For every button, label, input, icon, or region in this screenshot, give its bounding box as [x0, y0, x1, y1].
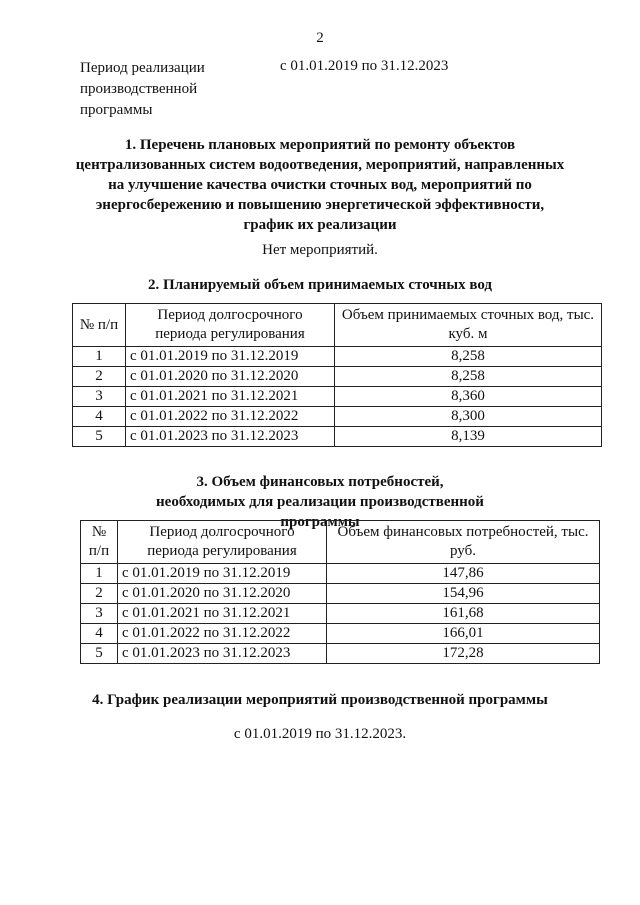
row-value: 166,01 — [327, 624, 600, 644]
section4-text: с 01.01.2019 по 31.12.2023. — [233, 726, 407, 742]
row-value: 172,28 — [327, 644, 600, 664]
row-period: с 01.01.2019 по 31.12.2019 — [118, 564, 327, 584]
table-row — [81, 564, 600, 584]
row-value: 8,139 — [335, 427, 602, 447]
row-period: с 01.01.2020 по 31.12.2020 — [126, 367, 335, 387]
row-period: с 01.01.2020 по 31.12.2020 — [118, 584, 327, 604]
row-period: с 01.01.2022 по 31.12.2022 — [118, 624, 327, 644]
table-row — [73, 407, 602, 427]
row-value: 161,68 — [327, 604, 600, 624]
row-number: 4 — [73, 407, 126, 427]
section4-heading: 4. График реализации мероприятий производственной программы — [92, 692, 548, 708]
row-value: 8,360 — [335, 387, 602, 407]
row-value: 154,96 — [327, 584, 600, 604]
row-value: 8,258 — [335, 347, 602, 367]
header-number: № п/п — [73, 304, 126, 347]
row-period: с 01.01.2023 по 31.12.2023 — [118, 644, 327, 664]
row-value: 8,300 — [335, 407, 602, 427]
table-row — [81, 584, 600, 604]
header-volume: Объем принимаемых сточных вод, тыс. куб. м — [335, 304, 602, 347]
wastewater-volume-table — [72, 303, 602, 447]
table-row — [73, 387, 602, 407]
row-period: с 01.01.2022 по 31.12.2022 — [126, 407, 335, 427]
table-row — [81, 624, 600, 644]
row-number: 1 — [81, 564, 118, 584]
section2-heading: 2. Планируемый объем принимаемых сточных вод — [147, 277, 493, 293]
table-row — [81, 644, 600, 664]
table-row — [73, 367, 602, 387]
row-number: 1 — [73, 347, 126, 367]
row-value: 147,86 — [327, 564, 600, 584]
table-row — [73, 427, 602, 447]
row-number: 5 — [81, 644, 118, 664]
table-row — [73, 347, 602, 367]
table-header-row — [73, 304, 602, 347]
header-period: Период долгосрочного периода регулирования — [118, 521, 327, 564]
financial-needs-table — [80, 520, 600, 664]
row-number: 3 — [73, 387, 126, 407]
row-value: 8,258 — [335, 367, 602, 387]
table-header-row — [81, 521, 600, 564]
row-number: 2 — [81, 584, 118, 604]
row-number: 3 — [81, 604, 118, 624]
row-period: с 01.01.2019 по 31.12.2019 — [126, 347, 335, 367]
row-number: 5 — [73, 427, 126, 447]
page-number: 2 — [316, 30, 324, 46]
section1-heading: 1. Перечень плановых мероприятий по ремонту объектов централизованных систем водоотведения, мероприятий, направленных на улучшение качества очистки сточных вод, мероприятий по энергосбережению и повышению энергетической эффективности, график их реализации — [75, 137, 565, 233]
header-period: Период долгосрочного периода регулирования — [126, 304, 335, 347]
section1-text: Нет мероприятий. — [262, 242, 378, 258]
row-period: с 01.01.2021 по 31.12.2021 — [118, 604, 327, 624]
section3-heading: 3. Объем финансовых потребностей, необходимых для реализации производственной программы — [156, 474, 484, 530]
row-period: с 01.01.2023 по 31.12.2023 — [126, 427, 335, 447]
table-row — [81, 604, 600, 624]
program-period-label: Период реализации производственной программы — [80, 60, 205, 118]
header-number: № п/п — [81, 521, 118, 564]
row-period: с 01.01.2021 по 31.12.2021 — [126, 387, 335, 407]
row-number: 2 — [73, 367, 126, 387]
header-finance: Объем финансовых потребностей, тыс. руб. — [327, 521, 600, 564]
program-period-value: с 01.01.2019 по 31.12.2023 — [280, 58, 449, 74]
row-number: 4 — [81, 624, 118, 644]
